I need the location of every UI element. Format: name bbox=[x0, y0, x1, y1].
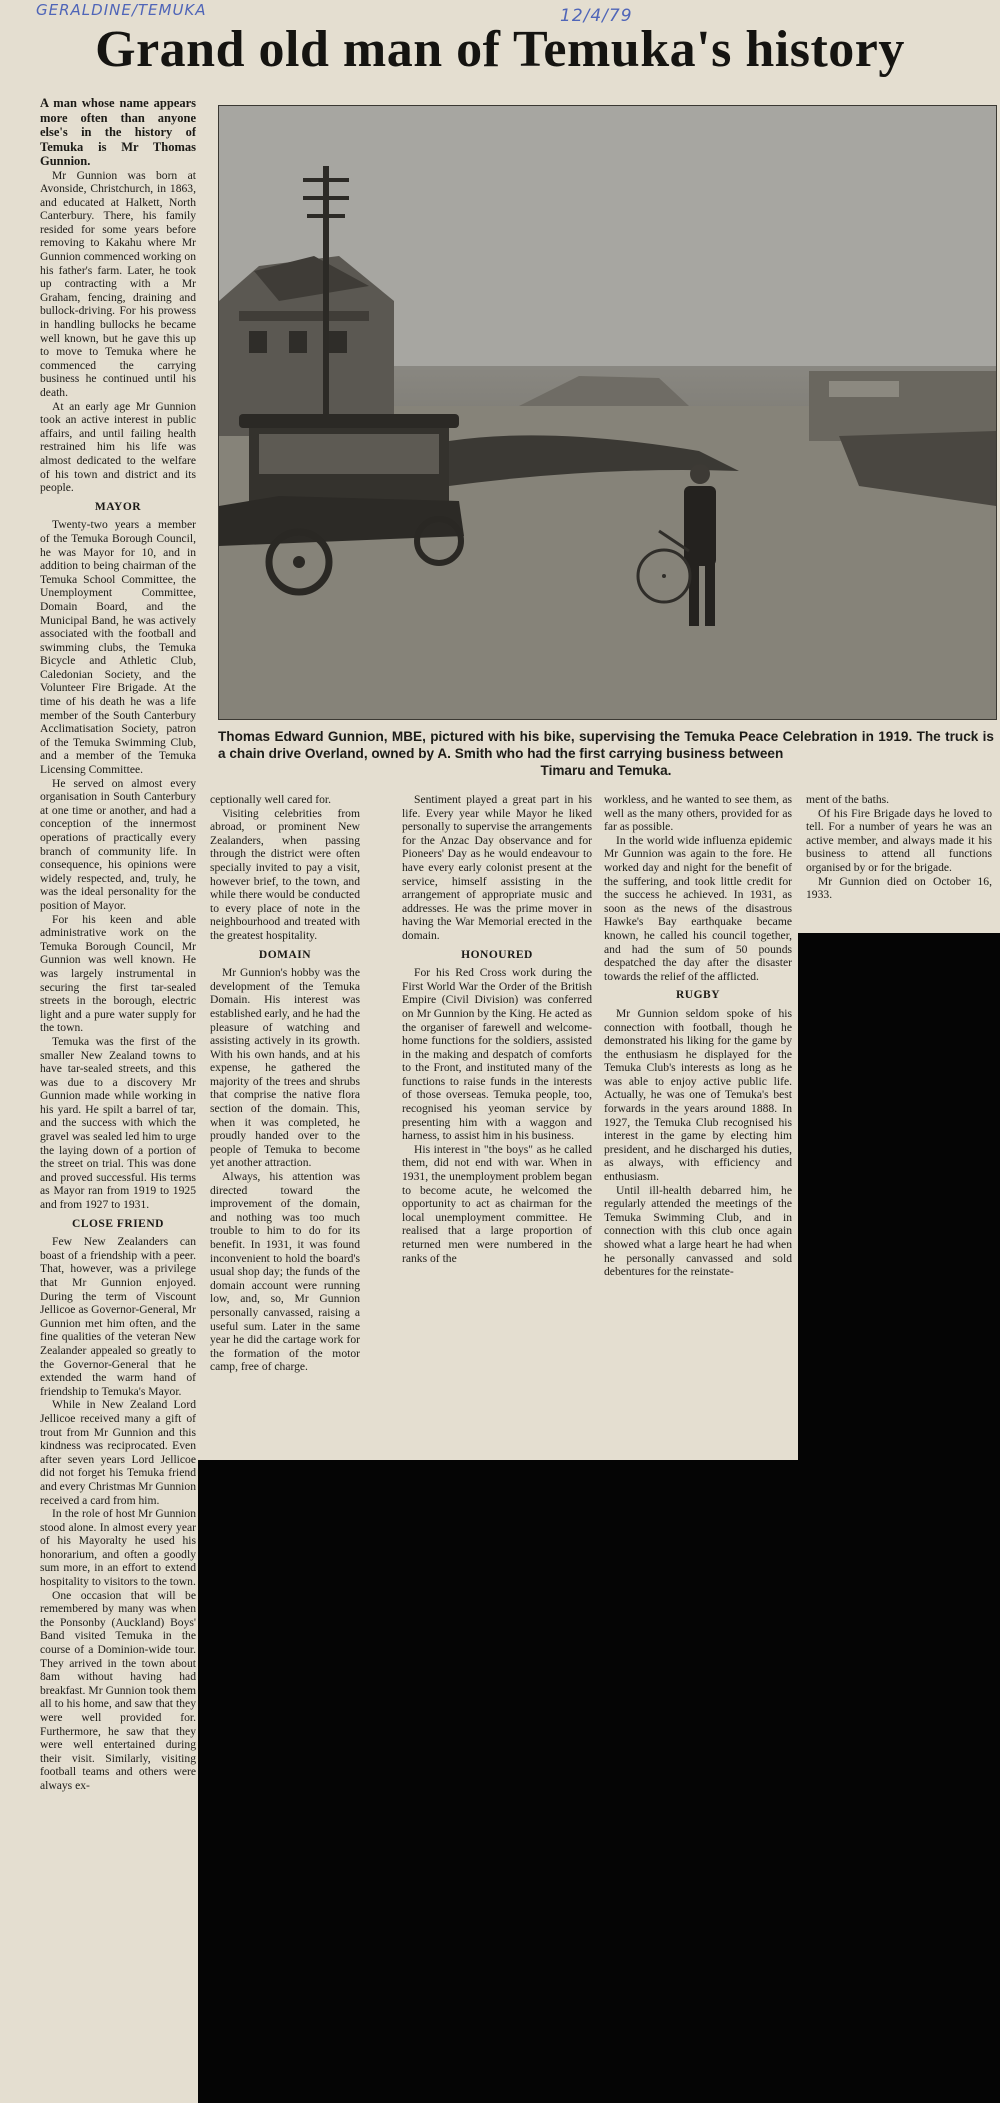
article-column-1 bbox=[40, 96, 196, 2100]
article-paragraph: He served on almost every organisation in South Canterbury at one time or another, and had a conception of the innermost operations of practically every branch of community life. In consequence, his opinions were widely respected, and, truly, he was the ideal personality for the position of Mayor. bbox=[40, 776, 196, 912]
article-paragraph: For his keen and able administrative work on the Temuka Borough Council, Mr Gunnion was well known. He was largely instrumental in securing the first tar-sealed streets in the borough, electric light and a pure water supply for the town. bbox=[40, 912, 196, 1035]
article-paragraph: Mr Gunnion's hobby was the development of the Temuka Domain. His interest was established early, and he had the pleasure of watching and assisting actively in its growth. With his own hands, and at his expense, he gathered the majority of the trees and shrubs that comprise the native flora section of the domain. This, when it was completed, he proudly handed over to the people of Temuka to become yet another attraction. bbox=[210, 966, 360, 1170]
article-paragraph: workless, and he wanted to see them, as well as the many others, provided for as far as possible. bbox=[604, 793, 792, 834]
article-paragraph: For his Red Cross work during the First World War the Order of the British Empire (Civil Division) was conferred on Mr Gunnion by the King. He acted as the organiser of farewell and welcome-home functions for the soldiers, assisted in the making and despatch of comforts to the Front, and instituted many of the functions to raise funds in the interests of those overseas. Temuka people, too, recognised his yeoman service by presenting him with a waggon and harness, to assist him in his business. bbox=[402, 966, 592, 1143]
photo-caption-text: Thomas Edward Gunnion, MBE, pictured with his bike, supervising the Temuka Peace Celebration in 1919. The truck is a chain drive Overland, owned by A. Smith who had the first carrying business between bbox=[218, 729, 994, 761]
article-paragraph: Mr Gunnion died on October 16, 1933. bbox=[806, 874, 992, 902]
subheading-mayor: MAYOR bbox=[94, 500, 142, 513]
article-column-5 bbox=[806, 793, 992, 929]
archival-photograph bbox=[218, 105, 997, 720]
article-column-3 bbox=[402, 793, 592, 1453]
photo-caption bbox=[218, 728, 994, 779]
article-paragraph: Of his Fire Brigade days he loved to tell. For a number of years he was an active member, and always made it his business to attend all functions organised by or for the brigade. bbox=[806, 806, 992, 874]
article-paragraph: While in New Zealand Lord Jellicoe received many a gift of trout from Mr Gunnion and this kindness was reciprocated. Even after seven years Lord Jellicoe did not forget his Temuka friend and every Christmas Mr Gunnion received a card from him. bbox=[40, 1398, 196, 1507]
article-paragraph: Twenty-two years a member of the Temuka Borough Council, he was Mayor for 10, and in addition to being chairman of the Temuka School Committee, the Unemployment Committee, Domain Board, and the Municipal Band, he was actively associated with the football and swimming clubs, the Temuka Bicycle and Athletic Club, Caledonian Society, and the Volunteer Fire Brigade. At the time of his death he was a life member of the South Canterbury Acclimatisation Society, patron of the Temuka Swimming Club, and a member of the Temuka Licensing Committee. bbox=[40, 518, 196, 777]
subheading-honoured: HONOURED bbox=[461, 948, 533, 961]
article-paragraph: Always, his attention was directed toward the improvement of the domain, and nothing was too much trouble to him to do for its benefit. In 1931, it was found inconvenient to hold the board's usual shop day; the funds of the domain account were running low, and, so, Mr Gunnion personally canvassed, raising a useful sum. Later in the same year he did the cartage work for the formation of the motor camp, free of charge. bbox=[210, 1170, 360, 1374]
article-paragraph: ment of the baths. bbox=[806, 793, 890, 806]
subheading-rugby: RUGBY bbox=[675, 989, 721, 1002]
article-paragraph: Mr Gunnion was born at Avonside, Christchurch, in 1863, and educated at Halkett, North Canterbury. There, his family resided for some years before removing to Kakahu where Mr Gunnion commenced working on his father's farm. Later, he took up contracting with a Mr Graham, fencing, draining and bullock-driving. For his prowess in handling bullocks he became well known, but he gave this up to move to Temuka where he commenced the carrying business he continued until his death. bbox=[40, 168, 196, 399]
article-paragraph: Until ill-health debarred him, he regularly attended the meetings of the Temuka Swimming Club, and in connection with this club once again showed what a large heart he had when he personally canvassed and sold debentures for the reinstate- bbox=[604, 1183, 792, 1279]
article-paragraph: Temuka was the first of the smaller New Zealand towns to have tar-sealed streets, and this was due to a discovery Mr Gunnion made while working in his yard. He spilt a barrel of tar, and the success with which the gravel was sealed led him to urge the laying down of a portion of the street on trial. This was done and proved successful. His terms as Mayor ran from 1919 to 1925 and from 1927 to 1931. bbox=[40, 1034, 196, 1212]
photograph-scene bbox=[219, 106, 996, 719]
subheading-domain: DOMAIN bbox=[258, 948, 312, 961]
article-paragraph: In the world wide influenza epidemic Mr Gunnion was again to the fore. He worked day and night for the benefit of the suffering, and took little credit for the success he achieved. In 1931, as soon as the news of the disastrous Hawke's Bay earthquake became known, he called his council together, and had the sum of 50 pounds despatched the day after the disaster towards the relief of the afflicted. bbox=[604, 833, 792, 983]
subheading-close-friend: CLOSE FRIEND bbox=[72, 1217, 164, 1230]
photo-caption-continuation: Timaru and Temuka. bbox=[540, 763, 672, 778]
article-paragraph: In the role of host Mr Gunnion stood alone. In almost every year of his Mayoralty he used his honorarium, and often a goodly sum more, in an effort to extend hospitality to visitors to the town. bbox=[40, 1507, 196, 1589]
article-paragraph: One occasion that will be remembered by many was when the Ponsonby (Auckland) Boys' Band visited Temuka in the course of a Dominion-wide tour. They arrived in the town about 8am without having had breakfast. Mr Gunnion took them all to his home, and saw that they were well provided for. Furthermore, he saw that they were well entertained during their visit. Similarly, visiting football teams and others were always ex- bbox=[40, 1588, 196, 1792]
article-paragraph: His interest in "the boys" as he called them, did not end with war. When in 1931, the unemployment problem began to become acute, he welcomed the opportunity to act as chairman for the local unemployment committee. He realised that a large proportion of returned men were numbered in the ranks of the bbox=[402, 1142, 592, 1265]
article-lead-paragraph: A man whose name appears more often than anyone else's in the history of Temuka is Mr Thomas Gunnion. bbox=[40, 96, 196, 168]
article-paragraph: Few New Zealanders can boast of a friendship with a peer. That, however, was a privilege that Mr Gunnion enjoyed. During the term of Viscount Jellicoe as Governor-General, Mr Gunnion met him often, and the fine qualities of the veteran New Zealander appealed so greatly to the Governor-General that he extended the warm hand of friendship to Temuka's Mayor. bbox=[40, 1235, 196, 1398]
headline: Grand old man of Temuka's history bbox=[95, 21, 905, 78]
article-paragraph: ceptionally well cared for. bbox=[210, 793, 332, 806]
article-paragraph: Sentiment played a great part in his life. Every year while Mayor he liked personally to supervise the arrangements for the Anzac Day observance and for Pioneers' Day as he would endeavour to have every early colonist present at the service, himself assisting in the arrangement of appropriate music and addresses. He was the prime mover in having the War Memorial erected in the domain. bbox=[402, 793, 592, 942]
article-column-4 bbox=[604, 793, 792, 1453]
handwritten-date-note: 12/4/79 bbox=[560, 6, 633, 26]
article-paragraph: At an early age Mr Gunnion took an active interest in public affairs, and until failing health restrained him his life was almost dedicated to the welfare of his town and district and its people. bbox=[40, 399, 196, 495]
handwritten-source-note: GERALDINE/TEMUKA bbox=[36, 1, 207, 19]
article-paragraph: Mr Gunnion seldom spoke of his connection with football, though he demonstrated his liking for the game by the enthusiasm he displayed for the Temuka Club's interests as long as he was able to enjoy active public life. Actually, he was one of Temuka's best forwards in the years around 1888. In 1927, the Temuka Club recognised his interest in the game by electing him president, and he discharged his duties, as always, with efficiency and enthusiasm. bbox=[604, 1006, 792, 1184]
article-column-2 bbox=[210, 793, 360, 1453]
article-paragraph: Visiting celebrities from abroad, or prominent New Zealanders, when passing through the district were often specially invited to pay a visit, however brief, to the town, and while there would be conducted to every place of note in the neighbourhood and treated with the greatest hospitality. bbox=[210, 806, 360, 942]
